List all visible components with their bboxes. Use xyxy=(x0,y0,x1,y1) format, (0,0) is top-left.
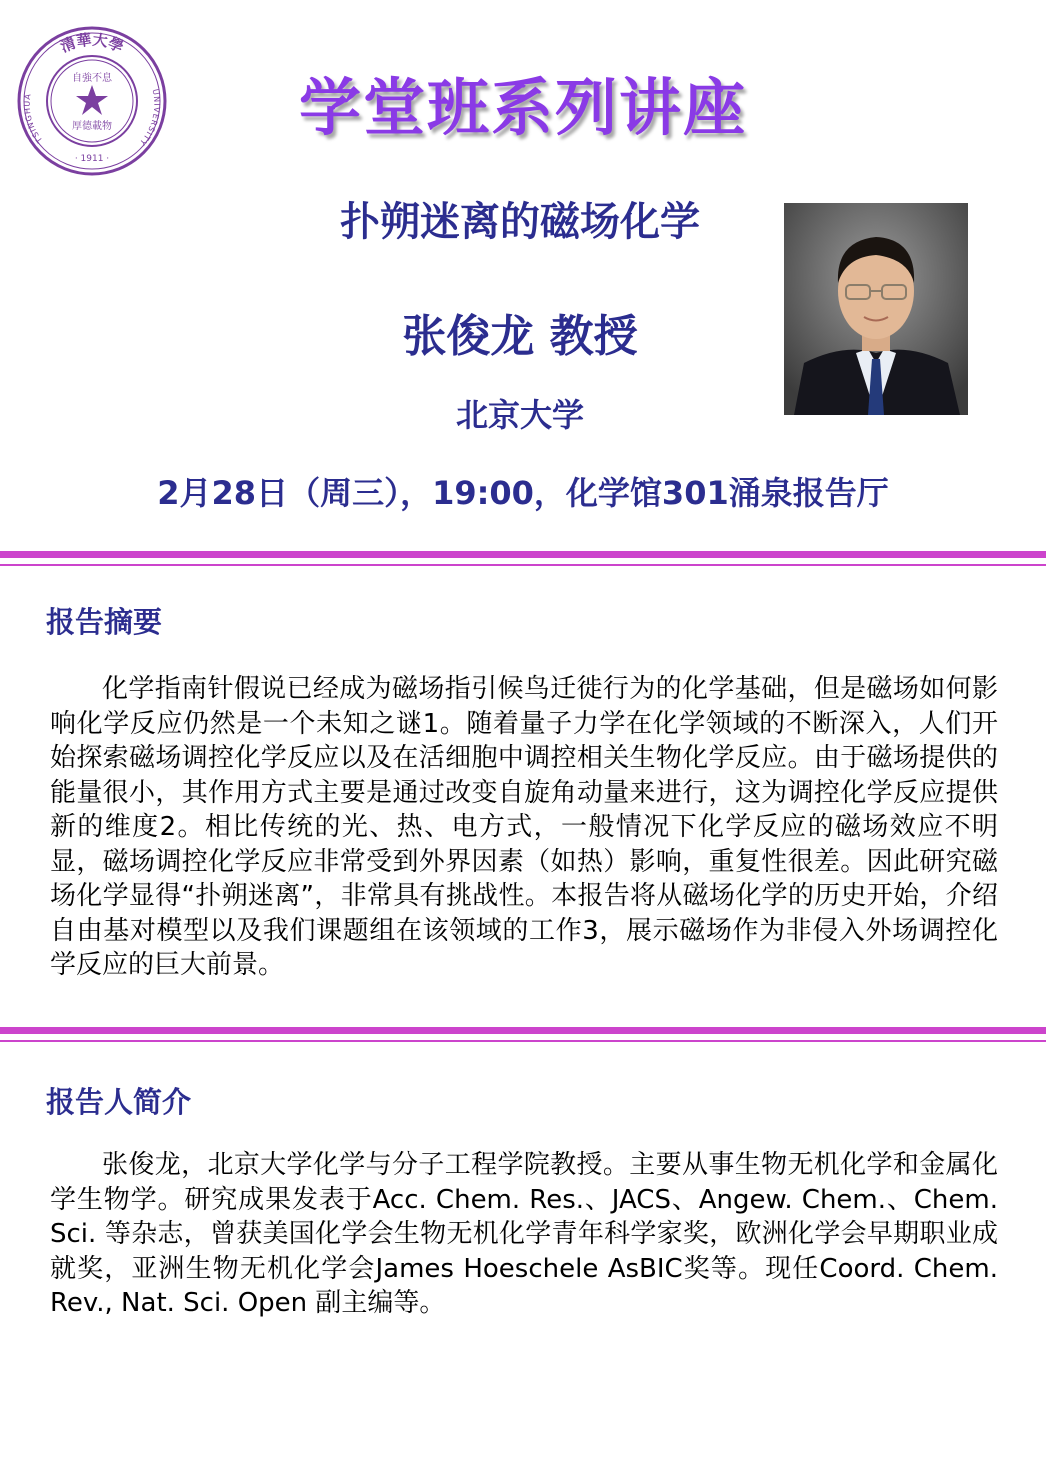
divider-middle xyxy=(0,1027,1046,1047)
abstract-text: 化学指南针假说已经成为磁场指引候鸟迁徙行为的化学基础，但是磁场如何影响化学反应仍然是一个未知之谜1。随着量子力学在化学领域的不断深入，人们开始探索磁场调控化学反应以及在活细胞中调控相关生物化学反应。由于磁场提供的能量很小，其作用方式主要是通过改变自旋角动量来进行，这为调控化学反应提供新的维度2。相比传统的光、热、电方式，一般情况下化学反应的磁场效应不明显，磁场调控化学反应非常受到外界因素（如热）影响，重复性很差。因此研究磁场化学显得“扑朔迷离”，非常具有挑战性。本报告将从磁场化学的历史开始，介绍自由基对模型以及我们课题组在该领域的工作3，展示磁场作为非侵入外场调控化学反应的巨大前景。 xyxy=(50,674,998,980)
talk-title: 扑朔迷离的磁场化学 xyxy=(340,199,700,245)
svg-text:自強不息: 自強不息 xyxy=(72,73,112,84)
svg-text:厚德載物: 厚德載物 xyxy=(72,121,112,132)
svg-text:· 1911 ·: · 1911 · xyxy=(74,154,110,164)
speaker-name: 张俊龙 教授 xyxy=(402,311,638,362)
divider-top xyxy=(0,551,1046,571)
series-title: 学堂班系列讲座 xyxy=(298,71,747,144)
abstract-heading: 报告摘要 xyxy=(46,605,163,639)
speaker-affiliation: 北京大学 xyxy=(455,396,584,434)
svg-text:TSINGHUA: TSINGHUA xyxy=(22,92,45,145)
bio-text: 张俊龙，北京大学化学与分子工程学院教授。主要从事生物无机化学和金属化学生物学。研究成果发表于Acc. Chem. Res.、JACS、Angew. Chem.、Chem. Sci. 等杂志，曾获美国化学会生物无机化学青年科学家奖，欧洲化学会早期职业成就奖，亚洲生物无机化学会James Hoeschele AsBIC奖等。现任Coord. Chem. Rev., Nat. Sci. Open 副主编等。 xyxy=(50,1150,998,1318)
bio-heading: 报告人简介 xyxy=(46,1085,192,1119)
speaker-portrait xyxy=(784,203,968,415)
svg-text:清華大學: 清華大學 xyxy=(57,30,127,57)
svg-text:UNIVERSITY: UNIVERSITY xyxy=(137,88,162,148)
time-and-venue: 2月28日（周三），19:00，化学馆301涌泉报告厅 xyxy=(157,474,889,512)
